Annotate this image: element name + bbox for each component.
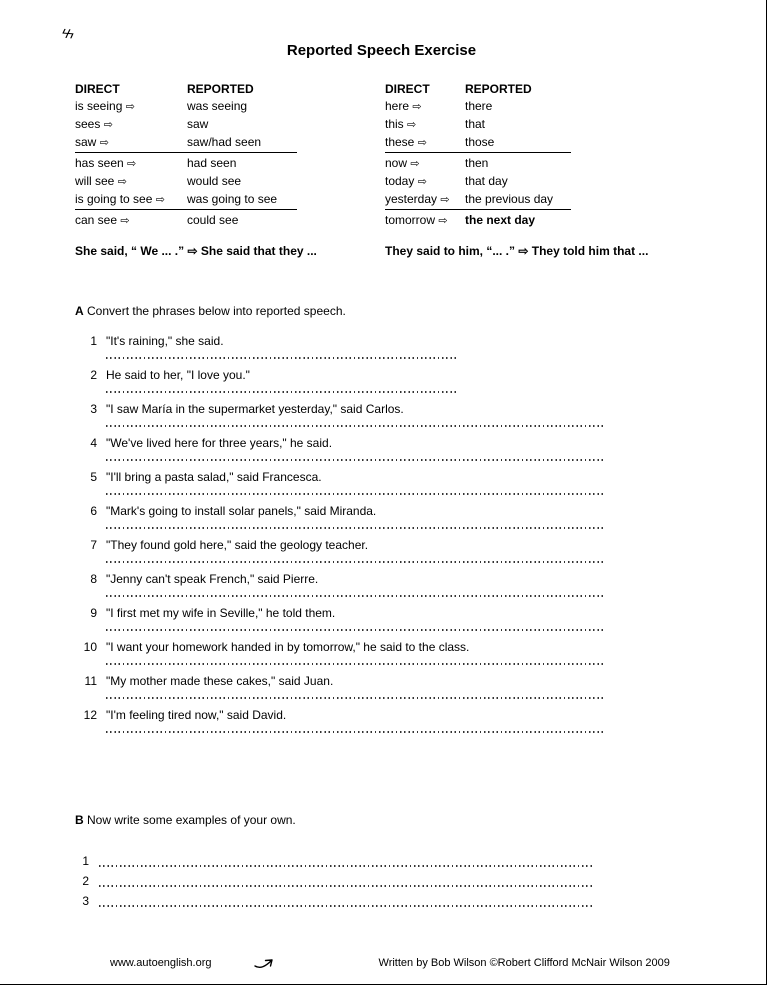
direct-word: sees (75, 117, 101, 131)
website-url: www.autoenglish.org (110, 957, 212, 969)
exercise-item (75, 572, 688, 599)
direct-word: has seen (75, 156, 124, 170)
direct-word: this (385, 117, 404, 131)
answer-line (106, 519, 688, 531)
section-a-label: A (75, 304, 84, 318)
item-number: 9 (90, 606, 97, 620)
page-content (0, 42, 766, 973)
reported-term: was seeing (187, 99, 248, 113)
direct-term (385, 155, 465, 173)
right-arrow-icon: ⇨ (440, 194, 450, 206)
item-number: 11 (84, 674, 97, 688)
section-b-heading (75, 813, 688, 827)
table-row (385, 191, 571, 209)
table-group (75, 212, 297, 230)
exercise-item (75, 708, 688, 735)
answer-line (106, 689, 688, 701)
direct-word: can see (75, 213, 118, 227)
right-arrow-icon: ⇨ (438, 215, 448, 227)
item-sentence: He said to her, "I love you." (106, 368, 250, 382)
own-example-item (75, 851, 688, 871)
direct-term (75, 116, 187, 134)
reported-term: had seen (187, 156, 237, 170)
direct-word: these (385, 135, 415, 149)
right-arrow-icon: ⇨ (412, 101, 422, 113)
right-arrow-icon: ⇨ (155, 194, 165, 206)
direct-term (75, 98, 187, 116)
item-sentence: "Mark's going to install solar panels," said Miranda. (106, 504, 377, 518)
table-header-row (385, 81, 571, 98)
direct-term (385, 98, 465, 116)
item-number: 6 (90, 504, 97, 518)
reported-term: then (465, 156, 489, 170)
table-group (75, 155, 297, 210)
direct-term (385, 212, 465, 230)
table-row (385, 134, 571, 152)
reported-term: saw (187, 117, 209, 131)
direct-term (75, 212, 187, 230)
exercise-item (75, 504, 688, 531)
example-she-said: She said, “ We ... .” ⇨ She said that they ... (75, 244, 317, 258)
item-number: 2 (82, 874, 89, 888)
right-arrow-icon: ⇨ (410, 158, 420, 170)
header-reported: REPORTED (465, 82, 532, 96)
right-arrow-icon: ⇨ (127, 158, 137, 170)
reported-term: saw/had seen (187, 135, 262, 149)
table-row (75, 212, 297, 230)
direct-word: yesterday (385, 192, 438, 206)
answer-line (106, 553, 688, 565)
conversion-tables (75, 81, 688, 230)
right-arrow-icon: ⇨ (125, 101, 135, 113)
table-row (385, 98, 571, 116)
item-number: 1 (90, 334, 97, 348)
page-footer (75, 953, 688, 973)
reported-term: that day (465, 174, 508, 188)
table-row (385, 212, 571, 230)
table-row (75, 173, 297, 191)
direct-term (75, 155, 187, 173)
right-arrow-icon: ⇨ (407, 119, 417, 131)
answer-line (99, 873, 592, 891)
direct-term (75, 173, 187, 191)
right-arrow-icon: ⇨ (417, 137, 427, 149)
exercise-item (75, 334, 688, 361)
table-row (385, 173, 571, 191)
item-number: 8 (90, 572, 97, 586)
reported-term: the previous day (465, 192, 554, 206)
header-direct: DIRECT (75, 82, 120, 96)
table-group (385, 212, 571, 230)
item-sentence: "My mother made these cakes," said Juan. (106, 674, 334, 688)
direct-word: tomorrow (385, 213, 436, 227)
section-a-heading (75, 304, 688, 318)
table-row (385, 155, 571, 173)
author-credit: Written by Bob Wilson ©Robert Clifford McNair Wilson 2009 (378, 957, 670, 969)
own-example-lines (75, 851, 688, 911)
example-sentences (75, 244, 688, 258)
item-number: 10 (83, 640, 97, 654)
item-sentence: "I'll bring a pasta salad," said Francesca. (106, 470, 322, 484)
answer-line (106, 451, 688, 463)
own-example-item (75, 891, 688, 911)
right-arrow-icon: ⇨ (117, 176, 127, 188)
exercise-item (75, 606, 688, 633)
verb-tense-table (75, 81, 297, 230)
answer-line (106, 417, 688, 429)
item-sentence: "I'm feeling tired now," said David. (106, 708, 287, 722)
item-number: 12 (83, 708, 97, 722)
item-sentence: "We've lived here for three years," he said. (106, 436, 333, 450)
direct-word: will see (75, 174, 115, 188)
direct-word: saw (75, 135, 97, 149)
item-sentence: "I want your homework handed in by tomorrow," he said to the class. (106, 640, 470, 654)
section-b-instruction: Now write some examples of your own. (87, 813, 296, 827)
direct-word: today (385, 174, 415, 188)
exercise-item (75, 402, 688, 429)
table-header-row (75, 81, 297, 98)
exercise-items (75, 334, 688, 735)
direct-word: is seeing (75, 99, 123, 113)
table-row (75, 155, 297, 173)
direct-word: now (385, 156, 408, 170)
exercise-item (75, 436, 688, 463)
header-reported: REPORTED (187, 82, 254, 96)
item-number: 3 (90, 402, 97, 416)
item-sentence: "It's raining," she said. (106, 334, 224, 348)
item-number: 4 (90, 436, 97, 450)
answer-line (106, 349, 688, 361)
answer-line (106, 383, 688, 395)
answer-line (106, 723, 688, 735)
exercise-item (75, 368, 688, 395)
table-row (385, 116, 571, 134)
exercise-item (75, 640, 688, 667)
section-b-label: B (75, 813, 84, 827)
answer-line (99, 893, 592, 911)
right-arrow-icon: ⇨ (99, 137, 109, 149)
item-number: 3 (82, 894, 89, 908)
example-they-said: They said to him, “... .” ⇨ They told him that ... (385, 244, 649, 258)
table-row (75, 134, 297, 152)
reported-term: that (465, 117, 486, 131)
direct-term (385, 173, 465, 191)
reported-term: those (465, 135, 495, 149)
answer-line (106, 655, 688, 667)
item-sentence: "Jenny can't speak French," said Pierre. (106, 572, 319, 586)
table-group (385, 98, 571, 153)
table-group (385, 155, 571, 210)
item-number: 5 (90, 470, 97, 484)
table-row (75, 116, 297, 134)
direct-term (385, 191, 465, 209)
item-number: 7 (90, 538, 97, 552)
exercise-item (75, 470, 688, 497)
corner-mark: ϟϟ (61, 25, 73, 42)
right-arrow-icon: ⇨ (120, 215, 130, 227)
direct-term (385, 116, 465, 134)
reported-term: there (465, 99, 493, 113)
answer-line (106, 485, 688, 497)
signature-arrow-icon (254, 953, 281, 973)
table-row (75, 191, 297, 209)
answer-line (106, 587, 688, 599)
reported-term: would see (187, 174, 242, 188)
table-row (75, 98, 297, 116)
reported-term: could see (187, 213, 239, 227)
item-number: 1 (82, 854, 89, 868)
direct-word: is going to see (75, 192, 153, 206)
table-group (75, 98, 297, 153)
reported-term: the next day (465, 213, 536, 227)
answer-line (99, 853, 592, 871)
direct-word: here (385, 99, 410, 113)
header-direct: DIRECT (385, 82, 430, 96)
item-number: 2 (90, 368, 97, 382)
answer-line (106, 621, 688, 633)
item-sentence: "I first met my wife in Seville," he told them. (106, 606, 336, 620)
direct-term (385, 134, 465, 152)
page-title: Reported Speech Exercise (286, 42, 477, 59)
direct-term (75, 134, 187, 152)
right-arrow-icon: ⇨ (103, 119, 113, 131)
reported-term: was going to see (187, 192, 278, 206)
exercise-item (75, 674, 688, 701)
item-sentence: "They found gold here," said the geology teacher. (106, 538, 369, 552)
exercise-item (75, 538, 688, 565)
right-arrow-icon: ⇨ (417, 176, 427, 188)
own-example-item (75, 871, 688, 891)
item-sentence: "I saw María in the supermarket yesterday," said Carlos. (106, 402, 404, 416)
direct-term (75, 191, 187, 209)
time-place-table (385, 81, 571, 230)
section-a-instruction: Convert the phrases below into reported speech. (87, 304, 346, 318)
